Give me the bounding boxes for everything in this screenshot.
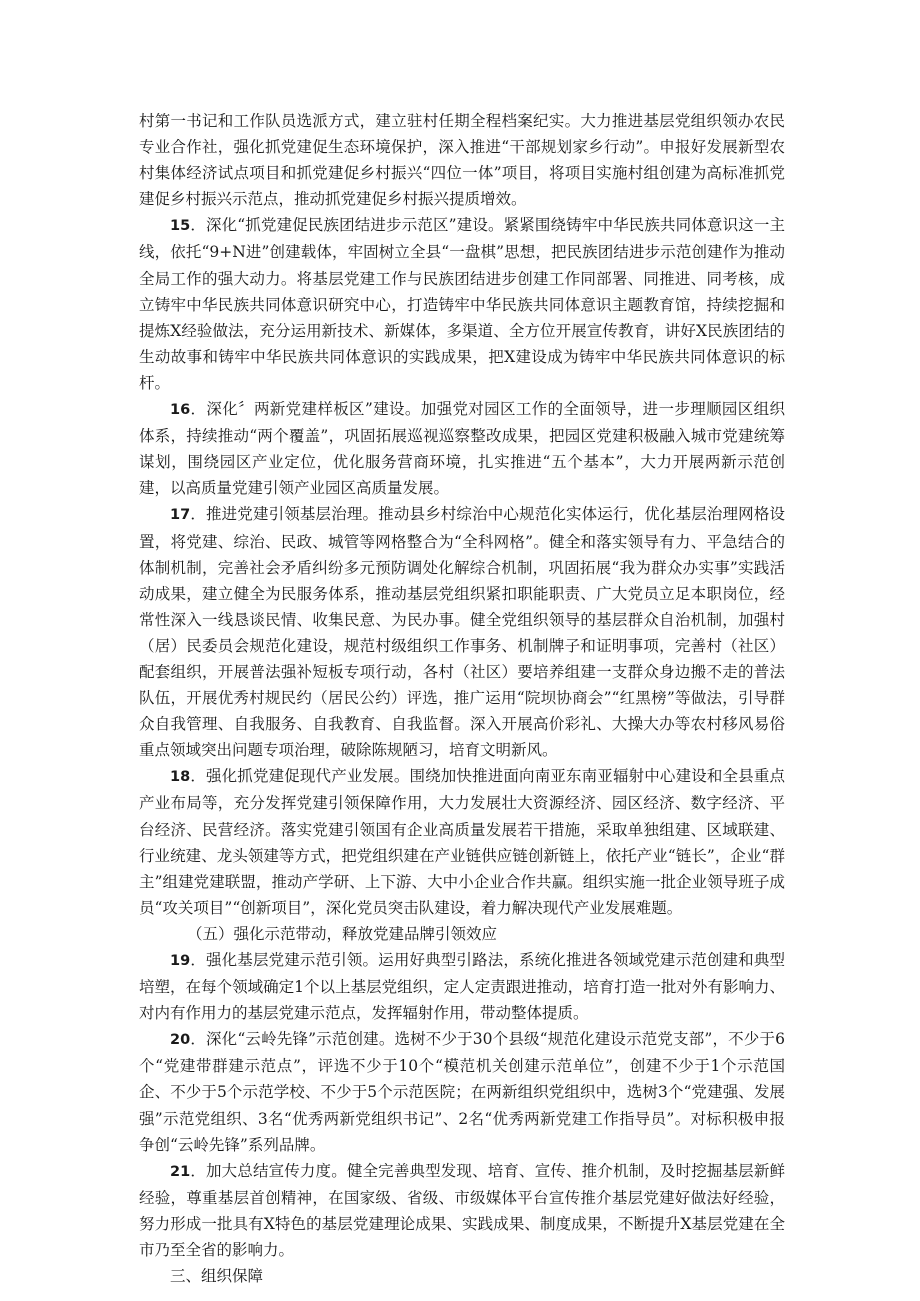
item-text: ．加大总结宣传力度。健全完善典型发现、培育、宣传、推介机制，及时挖掘基层新鲜经验，尊重基层首创精神，在国家级、省级、市级媒体平台宣传推介基层党建好做法好经验，努力形成一批具有X特色的基层党建理论成果、实践成果、制度成果，不断提升X基层党建在全市乃至全省的影响力。 bbox=[139, 1161, 785, 1260]
item-text: ．强化基层党建示范引领。运用好典型引路法，系统化推进各领域党建示范创建和典型培塑，在每个领域确定1个以上基层党组织，定人定责跟进推动，培育打造一批对外有影响力、对内有作用力的基层党建示范点，发挥辐射作用，带动整体提质。 bbox=[139, 951, 785, 1023]
item-text: ．深化“抓党建促民族团结进步示范区”建设。紧紧围绕铸牢中华民族共同体意识这一主线，依托“9+N进”创建载体，牢固树立全县“一盘棋”思想，把民族团结进步示范创建作为推动全局工作的强大动力。将基层党建工作与民族团结进步创建工作同部署、同推进、同考核，成立铸牢中华民族共同体意识研究中心，打造铸牢中华民族共同体意识主题教育馆，持续挖掘和提炼X经验做法，充分运用新技术、新媒体，多渠道、全方位开展宣传教育，讲好X民族团结的生动故事和铸牢中华民族共同体意识的实践成果，把X建设成为铸牢中华民族共同体意识的标杆。 bbox=[139, 216, 785, 392]
item-number: 18 bbox=[170, 769, 191, 786]
item-number: 16 bbox=[170, 402, 191, 419]
item-number: 17 bbox=[170, 507, 191, 524]
item-number: 15 bbox=[170, 218, 191, 235]
item-19 bbox=[139, 947, 785, 1026]
section-heading-3: 三、组织保障 bbox=[170, 1267, 264, 1286]
item-20 bbox=[139, 1026, 785, 1157]
document-page bbox=[139, 108, 785, 1289]
item-text: ．深化〞两新党建样板区”建设。加强党对园区工作的全面领导，进一步理顺园区组织体系，持续推动“两个覆盖”，巩固拓展巡视巡察整改成果，把园区党建积极融入城市党建统筹谋划，围绕园区产业定位，优化服务营商环境，扎实推进“五个基本”，大力开展两新示范创建，以高质量党建引领产业园区高质量发展。 bbox=[139, 400, 785, 498]
item-text: ．深化“云岭先锋”示范创建。选树不少于30个县级“规范化建设示范党支部”，不少于6个“党建带群建示范点”，评选不少于10个“模范机关创建示范单位”，创建不少于1个示范国企、不少于5个示范学校、不少于5个示范医院；在两新组织党组织中，选树3个“党建强、发展强”示范党组织、3名“优秀两新党组织书记”、2名“优秀两新党建工作指导员”。对标积极申报争创“云岭先锋”系列品牌。 bbox=[139, 1030, 785, 1154]
paragraph-continuation: 村第一书记和工作队员选派方式，建立驻村任期全程档案纪实。大力推进基层党组织领办农民专业合作社，强化抓党建促生态环境保护，深入推进“干部规划家乡行动”。申报好发展新型农村集体经济试点项目和抓党建促乡村振兴“四位一体”项目，将项目实施村组创建为高标准抓党建促乡村振兴示范点，推动抓党建促乡村振兴提质增效。 bbox=[139, 112, 785, 209]
item-text: ．强化抓党建促现代产业发展。围绕加快推进面向南亚东南亚辐射中心建设和全县重点产业布局等，充分发挥党建引领保障作用，大力发展壮大资源经济、园区经济、数字经济、平台经济、民营经济。落实党建引领国有企业高质量发展若干措施，采取单独组建、区域联建、行业统建、龙头领建等方式，把党组织建在产业链供应链创新链上，依托产业“链长”，企业“群主”组建党建联盟，推动产学研、上下游、大中小企业合作共赢。组织实施一批企业领导班子成员“攻关项目”“创新项目”，深化党员突击队建设，着力解决现代产业发展难题。 bbox=[139, 767, 785, 917]
item-17 bbox=[139, 501, 785, 763]
item-18 bbox=[139, 763, 785, 921]
item-number: 21 bbox=[170, 1163, 191, 1180]
item-text: ．推进党建引领基层治理。推动县乡村综治中心规范化实体运行，优化基层治理网格设置，将党建、综治、民政、城管等网格整合为“全科网格”。健全和落实领导有力、平急结合的体制机制，完善社会矛盾纠纷多元预防调处化解综合机制，巩固拓展“我为群众办实事”实践活动成果，建立健全为民服务体系，推动基层党组织紧扣职能职责、广大党员立足本职岗位，经常性深入一线恳谈民情、收集民意、为民办事。健全党组织领导的基层群众自治机制，加强村（居）民委员会规范化建设，规范村级组织工作事务、机制牌子和证明事项，完善村（社区）配套组织，开展普法强补短板专项行动，各村（社区）要培养组建一支群众身边搬不走的普法队伍，开展优秀村规民约（居民公约）评选，推广运用“院坝协商会”“红黑榜”等做法，引导群众自我管理、自我服务、自我教育、自我监督。深入开展高价彩礼、大操大办等农村移风易俗重点领域突出问题专项治理，破除陈规陋习，培育文明新风。 bbox=[139, 505, 785, 760]
section-heading-5: （五）强化示范带动，释放党建品牌引领效应 bbox=[187, 924, 498, 943]
item-16 bbox=[139, 396, 785, 501]
item-15 bbox=[139, 212, 785, 396]
item-number: 19 bbox=[170, 953, 191, 969]
item-number: 20 bbox=[170, 1032, 191, 1049]
item-21 bbox=[139, 1158, 785, 1263]
